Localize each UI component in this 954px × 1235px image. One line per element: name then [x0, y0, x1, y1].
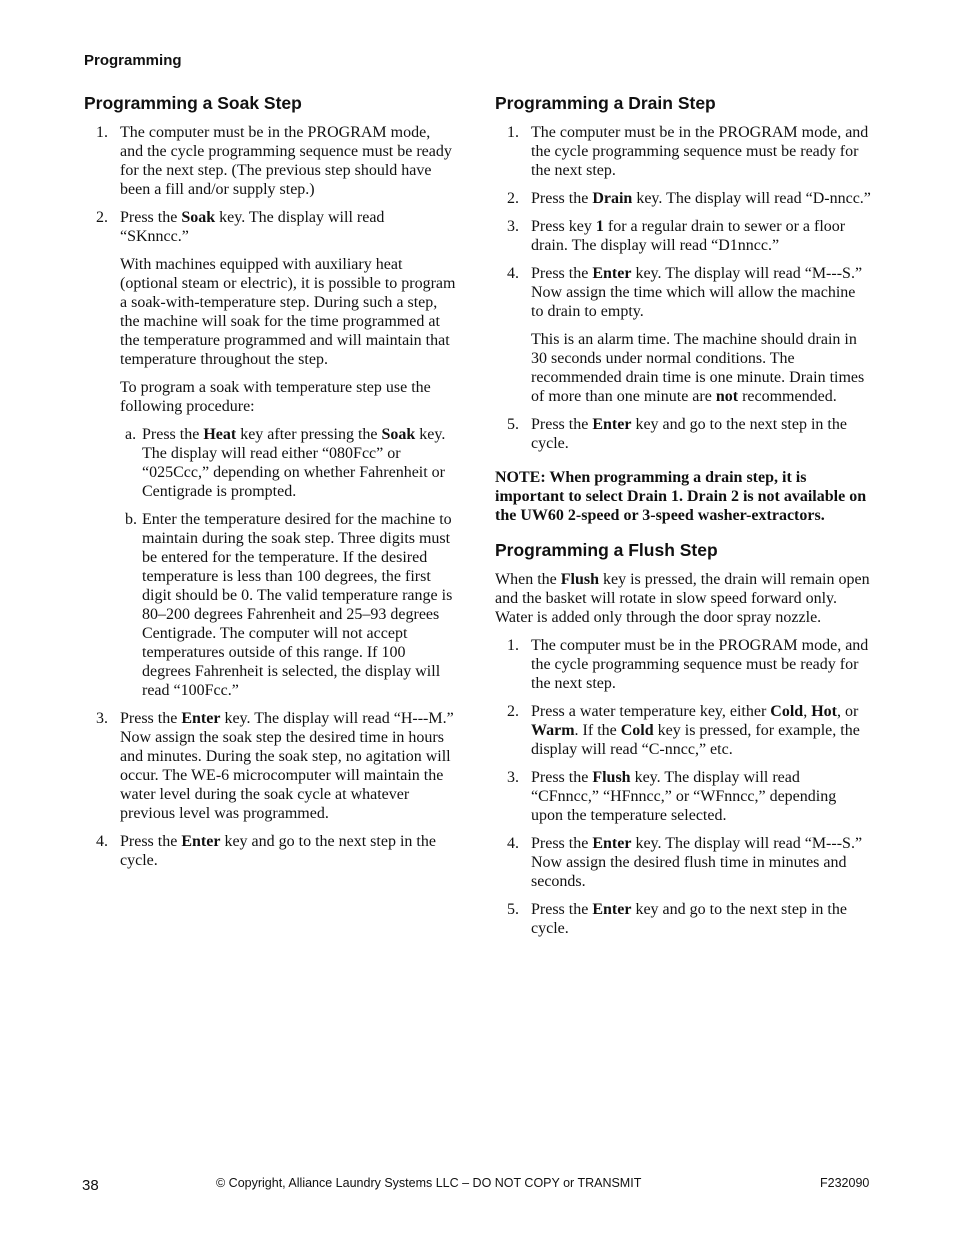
section-label: Programming	[84, 52, 182, 69]
key-label: 1	[595, 218, 604, 235]
key-label: Enter	[181, 710, 221, 727]
drain-step-3: 3. Press key 1 for a regular drain to sewer or a floor drain. The display will read “D1nncc.”	[507, 218, 846, 254]
drain-step-5: 5. Press the Enter key and go to the next step in the cycle.	[507, 416, 847, 452]
key-label: Enter	[592, 901, 632, 918]
key-label: Heat	[203, 426, 237, 443]
soak-para-procedure: To program a soak with temperature step use the following procedure:	[120, 379, 431, 415]
key-label: Drain	[592, 190, 633, 207]
soak-step-1: 1. The computer must be in the PROGRAM mode, and the cycle programming sequence must be ready for the next step. (The previous step should have been a fill and/or supply step.)	[96, 124, 452, 198]
key-label: Flush	[592, 769, 631, 786]
soak-heading: Programming a Soak Step	[84, 93, 302, 113]
drain-step-2: 2. Press the Drain key. The display will read “D-nncc.”	[507, 190, 871, 207]
page-number: 38	[82, 1177, 99, 1194]
soak-column	[84, 92, 456, 879]
soak-substep-a: a. Press the Heat key after pressing the Soak key. The display will read either “080Fcc” or “025Ccc,” depending on whether Fahrenheit or Centigrade is prompted.	[125, 426, 446, 500]
key-label: Soak	[181, 209, 216, 226]
copyright-notice: © Copyright, Alliance Laundry Systems LLC – DO NOT COPY or TRANSMIT	[216, 1176, 642, 1190]
key-label: Enter	[181, 833, 221, 850]
soak-step-3: 3. Press the Enter key. The display will read “H---M.” Now assign the soak step the desired time in hours and minutes. During the soak step, no agitation will occur. The WE-6 microcomputer will maintain the water level during the soak cycle at whatever previous level was programmed.	[96, 710, 454, 822]
drain-step-4: 4. Press the Enter key. The display will read “M---S.” Now assign the time which will allow the machine to drain to empty. This is an alarm time. The machine should drain in 30 seconds under normal conditions. The recommended drain time is one minute. Drain times of more than one minute are not recommended.	[507, 265, 865, 405]
soak-substep-b: b. Enter the temperature desired for the machine to maintain during the soak step. Three digits must be entered for the temperature. If the desired temperature is less than 100 degrees, the first digit should be 0. The valid temperature range is 80–200 degrees Fahrenheit and 25–93 degrees Centigrade. The computer will not accept temperatures outside of this range. If 100 degrees Fahrenheit is selected, the display will read “100Fcc.”	[125, 511, 453, 699]
drain-step-1: 1. The computer must be in the PROGRAM mode, and the cycle programming sequence must be ready for the next step.	[507, 124, 869, 179]
flush-step-3: 3. Press the Flush key. The display will read “CFnncc,” “HFnncc,” or “WFnncc,” depending upon the temperature selected.	[507, 769, 837, 824]
key-label: Enter	[592, 835, 632, 852]
key-label: Soak	[381, 426, 416, 443]
flush-intro: When the Flush key is pressed, the drain will remain open and the basket will rotate in slow speed forward only. Water is added only through the door spray nozzle.	[495, 571, 870, 626]
key-label: Flush	[560, 571, 599, 588]
key-label: Enter	[592, 265, 632, 282]
drain-heading: Programming a Drain Step	[495, 93, 716, 113]
document-number: F232090	[820, 1176, 870, 1190]
flush-step-5: 5. Press the Enter key and go to the next step in the cycle.	[507, 901, 847, 937]
drain-flush-column	[495, 92, 871, 947]
flush-step-2: 2. Press a water temperature key, either Cold, Hot, or Warm. If the Cold key is pressed, for example, the display will read “C-nncc,” etc.	[507, 703, 860, 758]
flush-step-4: 4. Press the Enter key. The display will read “M---S.” Now assign the desired flush time in minutes and seconds.	[507, 835, 863, 890]
key-label: Enter	[592, 416, 632, 433]
flush-step-1: 1. The computer must be in the PROGRAM mode, and the cycle programming sequence must be ready for the next step.	[507, 637, 869, 692]
soak-step-2: 2. Press the Soak key. The display will read “SKnncc.” With machines equipped with auxiliary heat (optional steam or electric), it is possible to program a soak-with-temperature step. During such a step, the machine will soak for the time programmed at the temperature programmed and will maintain that temperature throughout the step. To program a soak with temperature step use the following procedure: a. Press the Heat key after pressing the Soak key. The display will read either “080Fcc” or “025Ccc,” depending on whether Fahrenheit or Centigrade is prompted. b. Enter the temperature desired for the machine to maintain during the soak step. Three digits must be entered for the temperature. If the desired temperature is less than 100 degrees, the first digit should be 0. The valid temperature range is 80–200 degrees Fahrenheit and 25–93 degrees Centigrade. The computer will not accept temperatures outside of this range. If 100 degrees Fahrenheit is selected, the display will read “100Fcc.”	[96, 209, 456, 699]
soak-para-aux-heat: With machines equipped with auxiliary heat (optional steam or electric), it is possible to program a soak-with-temperature step. During such a step, the machine will soak for the time programmed at the temperature programmed and will maintain that temperature throughout the step.	[120, 256, 456, 368]
drain-note: NOTE: When programming a drain step, it is important to select Drain 1. Drain 2 is not available on the UW60 2-speed or 3-speed washer-extractors.	[495, 469, 867, 524]
soak-step-4: 4. Press the Enter key and go to the next step in the cycle.	[96, 833, 436, 869]
flush-heading: Programming a Flush Step	[495, 540, 718, 560]
